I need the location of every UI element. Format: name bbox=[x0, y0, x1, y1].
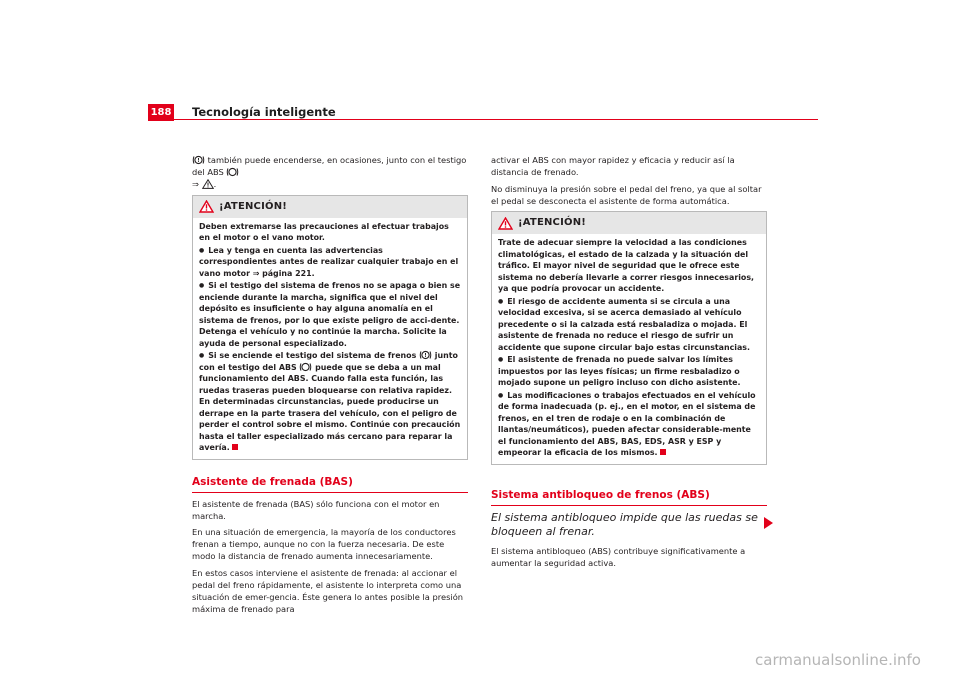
continue-arrow-icon bbox=[764, 517, 773, 529]
warning-triangle-icon bbox=[199, 200, 214, 213]
end-of-section-mark bbox=[660, 449, 666, 455]
warning-bullet-text: junto con el testigo del ABS bbox=[199, 351, 458, 372]
warning-bullet-text: Las modificaciones o trabajos efectuados en el vehículo de forma inadecuada (p. ej., en el motor, en el sistema de frenos, en el tren de rodaje o en la combinación de llantas/neumáticos), pueden afectar considerable-mente el funcionamiento del ABS, BAS, EDS, ASR y ESP y empeorar la eficacia de los mismos. bbox=[498, 390, 756, 457]
warning-bullet bbox=[498, 354, 761, 389]
warning-triangle-icon bbox=[498, 217, 513, 230]
section-subtitle: El sistema antibloqueo impide que las ruedas se bloqueen al frenar. bbox=[491, 510, 758, 538]
watermark: carmanualsonline.info bbox=[755, 651, 921, 669]
warning-bullet-text: puede que se deba a un mal funcionamiento del ABS. Cuando falla esta función, las ruedas traseras pueden bloquearse con relativa rapidez. En determinadas circunstancias, puede producirse un derrape en la parte trasera del vehículo, con el peligro de perder el control sobre el mismo. Continúe con precaución hasta el taller especializado más cercano para reparar la avería. bbox=[199, 362, 461, 452]
right-column bbox=[491, 154, 767, 573]
body-paragraph: No disminuya la presión sobre el pedal del freno, ya que al soltar el pedal se desconecta el asistente de forma automática. bbox=[491, 183, 762, 206]
svg-text:!: ! bbox=[424, 352, 427, 359]
warning-header bbox=[193, 196, 467, 218]
brake-warning-icon bbox=[419, 350, 432, 360]
warning-title: ¡ATENCIÓN! bbox=[518, 217, 587, 228]
warning-bullet-text: Lea y tenga en cuenta las advertencias correspondientes antes de realizar cualquier trabajo en el vano motor ⇒ página 221. bbox=[199, 245, 459, 278]
warning-header bbox=[492, 212, 766, 234]
section-title: Sistema antibloqueo de frenos (ABS) bbox=[491, 488, 710, 501]
body-paragraph: activar el ABS con mayor rapidez y eficacia y reducir así la distancia de frenado. bbox=[491, 155, 735, 177]
intro-text: también puede encenderse, en ocasiones, junto con el testigo del ABS bbox=[192, 155, 467, 177]
warning-triangle-icon bbox=[202, 179, 214, 189]
warning-bullet bbox=[498, 390, 761, 459]
warning-body bbox=[193, 218, 467, 459]
body-paragraph: En una situación de emergencia, la mayoría de los conductores frenan a tiempo, aunque no con la fuerza necesaria. De este modo la distancia de frenado aumenta innecesariamente. bbox=[192, 527, 456, 561]
header-rule bbox=[148, 119, 818, 120]
warning-title: ¡ATENCIÓN! bbox=[219, 200, 288, 212]
section-rule bbox=[491, 505, 767, 506]
warning-bullet-text: Si el testigo del sistema de frenos no se apaga o bien se enciende durante la marcha, significa que el nivel del depósito es insuficiente o hay alguna anomalía en el sistema de frenos, por lo que existe peligro de acci-dente. Detenga el vehículo y no continúe la marcha. Solicite la ayuda de personal especializado. bbox=[199, 281, 461, 348]
warning-bullet bbox=[498, 296, 761, 354]
intro-paragraph bbox=[192, 154, 468, 190]
warning-body bbox=[492, 234, 766, 464]
left-column bbox=[192, 154, 468, 619]
warning-bullet bbox=[199, 245, 462, 280]
warning-bullet-text: Si se enciende el testigo del sistema de frenos bbox=[208, 351, 417, 360]
section-title: Asistente de frenada (BAS) bbox=[192, 475, 353, 488]
section-rule bbox=[192, 492, 468, 493]
warning-bullet-text: El riesgo de accidente aumenta si se circula a una velocidad excesiva, si se acerca demasiado al vehículo precedente o si la calzada está resbaladiza o mojada. El asistente de frenada no reduce el riesgo de sufrir un accidente que supone circular bajo estas circunstancias. bbox=[498, 296, 751, 352]
svg-text:!: ! bbox=[197, 157, 200, 164]
brake-warning-icon bbox=[192, 155, 205, 165]
warning-bullet-text: El asistente de frenada no puede salvar los límites impuestos por las leyes físicas; un firme resbaladizo o mojado supone un peligro incluso con dicho asistente. bbox=[498, 355, 741, 387]
body-paragraph: En estos casos interviene el asistente de frenada: al accionar el pedal del freno rápidamente, el asistente lo interpreta como una situación de emer-gencia. Éste genera lo antes posible la presión máxima de frenado para bbox=[192, 567, 464, 614]
warning-bullet bbox=[199, 350, 462, 454]
warning-intro: Deben extremarse las precauciones al efectuar trabajos en el motor o el vano motor. bbox=[199, 221, 449, 242]
abs-warning-icon bbox=[299, 362, 312, 372]
warning-bullet bbox=[199, 280, 462, 349]
section-heading-bas bbox=[192, 476, 468, 493]
page-header-title: Tecnología inteligente bbox=[192, 105, 336, 119]
warning-intro: Trate de adecuar siempre la velocidad a las condiciones climatológicas, el estado de la calzada y la situación del tráfico. El mayor nivel de seguridad que le ofrece este sistema no debería llevarle a correr riesgos innecesarios, ya que podría provocar un accidente. bbox=[498, 238, 755, 293]
page-number: 188 bbox=[148, 104, 174, 121]
body-paragraph: El asistente de frenada (BAS) sólo funciona con el motor en marcha. bbox=[192, 498, 440, 521]
body-paragraph: El sistema antibloqueo (ABS) contribuye significativamente a aumentar la seguridad activa. bbox=[491, 545, 746, 568]
warning-box-bas bbox=[491, 211, 767, 465]
intro-end: . bbox=[213, 179, 217, 189]
section-heading-abs bbox=[491, 489, 767, 506]
warning-box-engine bbox=[192, 195, 468, 460]
abs-warning-icon bbox=[226, 167, 239, 177]
end-of-section-mark bbox=[232, 444, 238, 450]
intro-arrow: ⇒ bbox=[192, 179, 199, 189]
